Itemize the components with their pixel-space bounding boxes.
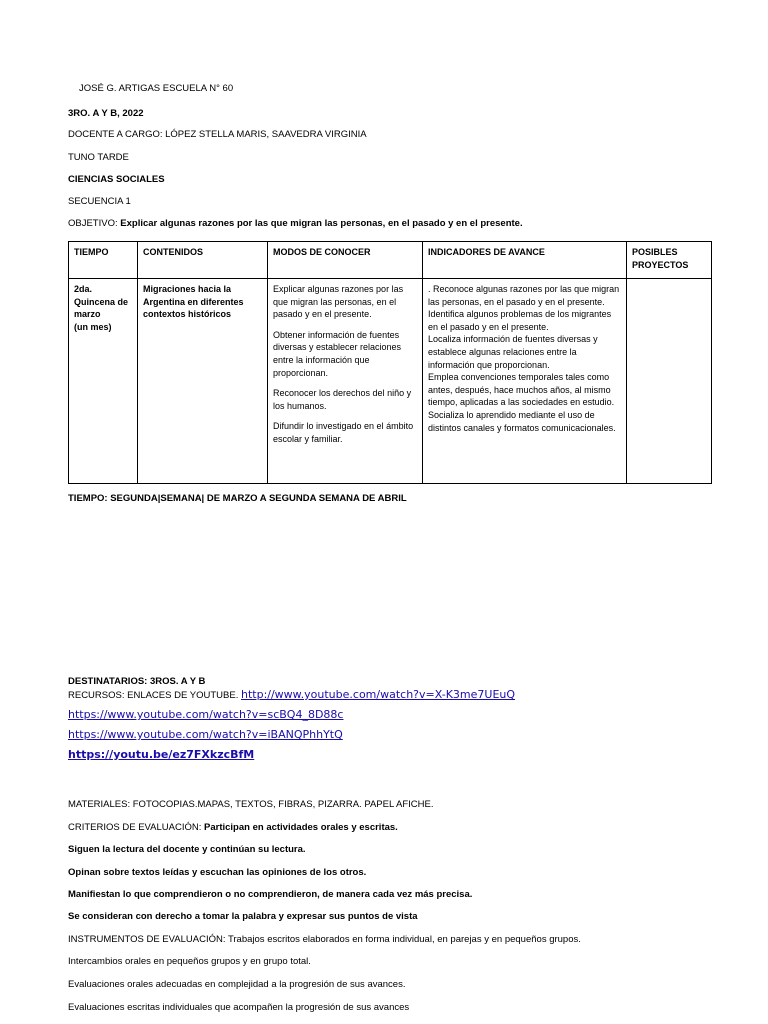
- grade-line: 3RO. A Y B, 2022: [68, 108, 144, 119]
- header-tiempo: TIEMPO: [69, 242, 138, 279]
- youtube-link-1[interactable]: http://www.youtube.com/watch?v=X-K3me7UEuQ: [240, 688, 516, 701]
- criterios-label: CRITERIOS DE EVALUACIÓN:: [68, 822, 205, 833]
- link-line-4: [68, 748, 254, 761]
- sequence-line: SECUENCIA 1: [68, 196, 131, 207]
- subject-line: CIENCIAS SOCIALES: [68, 174, 165, 185]
- criterios-line: [68, 822, 398, 833]
- instrumento-item: Evaluaciones orales adecuadas en complejidad a la progresión de sus avances.: [68, 979, 406, 990]
- instrumento-item: Evaluaciones escritas individuales que acompañen la progresión de sus avances: [68, 1002, 410, 1013]
- table-header-row: [69, 242, 712, 279]
- modo-item: Difundir lo investigado en el ámbito escolar y familiar.: [273, 421, 414, 444]
- instrumentos-line: INSTRUMENTOS DE EVALUACIÓN: Trabajos escritos elaborados en forma individual, en parejas y en pequeños grupos.: [68, 934, 581, 945]
- criterio-item: Opinan sobre textos leídas y escuchan las opiniones de los otros.: [68, 867, 367, 878]
- objective-text: Explicar algunas razones por las que migran las personas, en el pasado y en el presente.: [120, 218, 523, 229]
- indicador-item: Localiza información de fuentes diversas y establece algunas relaciones entre la información que proporcionan.: [428, 334, 598, 370]
- header-contenidos: CONTENIDOS: [138, 242, 268, 279]
- tiempo-line-1: 2da.: [74, 284, 93, 294]
- youtube-link-2[interactable]: https://www.youtube.com/watch?v=scBQ4_8D88c: [68, 708, 344, 721]
- modo-item: Explicar algunas razones por las que migran las personas, en el pasado y en el presente.: [273, 284, 404, 320]
- modo-item: Reconocer los derechos del niño y los humanos.: [273, 388, 412, 411]
- shift-line: TUNO TARDE: [68, 152, 129, 163]
- instrumento-item: Intercambios orales en pequeños grupos y en grupo total.: [68, 956, 311, 967]
- teacher-line: DOCENTE A CARGO: LÓPEZ STELLA MARIS, SAAVEDRA VIRGINIA: [68, 129, 367, 140]
- recursos-label: RECURSOS: ENLACES DE YOUTUBE.: [68, 690, 241, 701]
- indicador-item: Identifica algunos problemas de los migrantes en el pasado y en el presente.: [428, 309, 612, 332]
- school-name: JOSÉ G. ARTIGAS ESCUELA N° 60: [79, 83, 234, 94]
- cell-indicadores: [423, 279, 627, 484]
- table-row: [69, 279, 712, 484]
- destinatarios-line: DESTINATARIOS: 3ROS. A Y B: [68, 676, 206, 687]
- tiempo-summary: TIEMPO: SEGUNDA|SEMANA| DE MARZO A SEGUNDA SEMANA DE ABRIL: [68, 493, 407, 504]
- criterio-item: Se consideran con derecho a tomar la palabra y expresar sus puntos de vista: [68, 911, 418, 922]
- materiales-line: MATERIALES: FOTOCOPIAS.MAPAS, TEXTOS, FIBRAS, PIZARRA. PAPEL AFICHE.: [68, 799, 434, 810]
- youtube-link-4[interactable]: https://youtu.be/ez7FXkzcBfM: [68, 748, 255, 761]
- indicador-item: Socializa lo aprendido mediante el uso de distintos canales y formatos comunicacionales.: [428, 409, 616, 433]
- indicador-item: . Reconoce algunas razones por las que migran las personas, en el pasado y en el presente.: [428, 284, 620, 307]
- youtube-link-3[interactable]: https://www.youtube.com/watch?v=iBANQPhhYtQ: [68, 728, 343, 741]
- indicador-item: Emplea convenciones temporales tales como antes, después, hace muchos años, al mismo tiempo, aplicadas a las sociedades en estudio.: [428, 372, 615, 408]
- criterio-item: Participan en actividades orales y escritas.: [204, 822, 398, 833]
- criterio-item: Manifiestan lo que comprendieron o no comprendieron, de manera cada vez más precisa.: [68, 889, 473, 900]
- recursos-line: [68, 688, 515, 701]
- objective-label: OBJETIVO:: [68, 218, 121, 229]
- tiempo-line-3: (un mes): [74, 321, 112, 332]
- criterio-item: Siguen la lectura del docente y continúan su lectura.: [68, 844, 306, 855]
- modo-item: Obtener información de fuentes diversas y establecer relaciones entre la información que proporcionan.: [273, 329, 402, 378]
- link-line-2: [68, 708, 343, 721]
- tiempo-line-2: Quincena de marzo: [74, 296, 129, 320]
- cell-modos: [268, 279, 423, 484]
- planning-table: [68, 241, 712, 484]
- link-line-3: [68, 728, 343, 741]
- header-modos: MODOS DE CONOCER: [268, 242, 423, 279]
- cell-contenidos: Migraciones hacia la Argentina en diferentes contextos históricos: [138, 279, 268, 484]
- cell-tiempo: [69, 279, 138, 484]
- cell-proyectos: [627, 279, 712, 484]
- objective-line: [68, 218, 523, 229]
- header-indicadores: INDICADORES DE AVANCE: [423, 242, 627, 279]
- header-proyectos: POSIBLES PROYECTOS: [627, 242, 712, 279]
